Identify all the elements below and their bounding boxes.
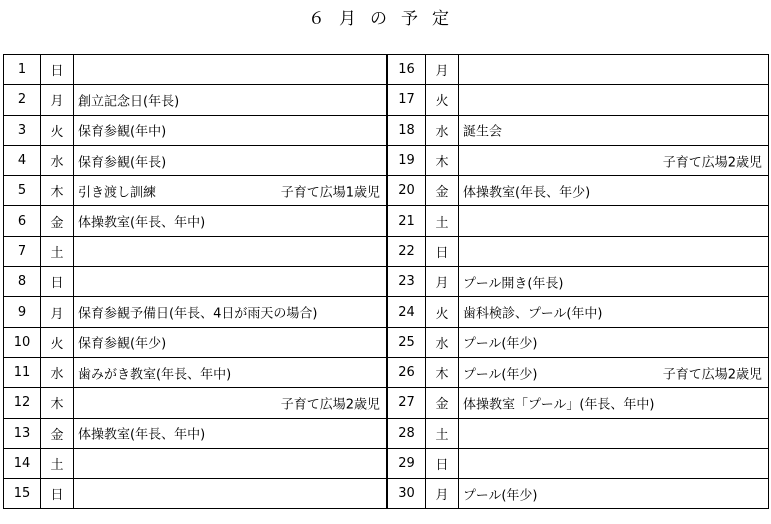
day-number-cell: 1 xyxy=(4,55,41,85)
event-cell xyxy=(74,176,387,206)
day-number-cell: 15 xyxy=(4,479,41,509)
day-number-cell: 4 xyxy=(4,145,41,175)
weekday-cell: 木 xyxy=(41,176,74,206)
weekday-cell: 火 xyxy=(41,115,74,145)
event-cell xyxy=(74,206,387,236)
event-cell xyxy=(74,388,387,418)
day-number-cell: 24 xyxy=(388,297,426,327)
day-number-cell: 25 xyxy=(388,327,426,357)
day-number-cell: 10 xyxy=(4,327,41,357)
event-text: 体操教室(年長、年中) xyxy=(78,215,206,231)
table-row xyxy=(4,115,769,145)
day-number-cell: 22 xyxy=(388,236,426,266)
weekday-cell: 金 xyxy=(41,206,74,236)
table-row xyxy=(4,418,769,448)
event-text: 歯みがき教室(年長、年中) xyxy=(78,367,232,383)
event-cell xyxy=(74,327,387,357)
event-cell xyxy=(459,388,769,418)
event-cell xyxy=(74,448,387,478)
event-text: プール(年少) xyxy=(463,367,538,383)
weekday-cell: 日 xyxy=(41,479,74,509)
day-number-cell: 21 xyxy=(388,206,426,236)
day-number-cell: 27 xyxy=(388,388,426,418)
weekday-cell: 木 xyxy=(426,145,459,175)
event-cell xyxy=(459,357,769,387)
day-number-cell: 16 xyxy=(388,55,426,85)
event-text: 引き渡し訓練 xyxy=(78,185,157,201)
event-cell xyxy=(74,85,387,115)
event-text: 保育参観(年中) xyxy=(78,124,167,140)
event-text: 保育参観予備日(年長、4日が雨天の場合) xyxy=(78,306,318,322)
day-number-cell: 6 xyxy=(4,206,41,236)
event-note: 子育て広場2歳児 xyxy=(662,367,762,383)
weekday-cell: 月 xyxy=(41,297,74,327)
event-note: 子育て広場1歳児 xyxy=(280,185,380,201)
event-cell xyxy=(459,418,769,448)
event-cell xyxy=(459,267,769,297)
event-cell xyxy=(459,297,769,327)
table-row xyxy=(4,388,769,418)
weekday-cell: 火 xyxy=(426,297,459,327)
day-number-cell: 13 xyxy=(4,418,41,448)
day-number-cell: 19 xyxy=(388,145,426,175)
event-note: 子育て広場2歳児 xyxy=(662,155,762,171)
day-number-cell: 12 xyxy=(4,388,41,418)
weekday-cell: 土 xyxy=(41,236,74,266)
event-cell xyxy=(459,236,769,266)
event-cell xyxy=(74,357,387,387)
event-cell xyxy=(74,145,387,175)
day-number-cell: 5 xyxy=(4,176,41,206)
weekday-cell: 月 xyxy=(426,55,459,85)
day-number-cell: 28 xyxy=(388,418,426,448)
event-cell xyxy=(459,85,769,115)
event-text: 保育参観(年長) xyxy=(78,155,167,171)
event-text: 誕生会 xyxy=(463,124,503,140)
weekday-cell: 水 xyxy=(426,115,459,145)
table-row xyxy=(4,55,769,85)
schedule-table xyxy=(3,54,769,509)
day-number-cell: 26 xyxy=(388,357,426,387)
weekday-cell: 月 xyxy=(426,479,459,509)
table-row xyxy=(4,267,769,297)
day-number-cell: 29 xyxy=(388,448,426,478)
event-note: 子育て広場2歳児 xyxy=(280,397,380,413)
weekday-cell: 火 xyxy=(426,85,459,115)
weekday-cell: 金 xyxy=(426,176,459,206)
weekday-cell: 木 xyxy=(41,388,74,418)
day-number-cell: 8 xyxy=(4,267,41,297)
event-text: 体操教室「プール」(年長、年中) xyxy=(463,397,655,413)
day-number-cell: 2 xyxy=(4,85,41,115)
day-number-cell: 9 xyxy=(4,297,41,327)
event-cell xyxy=(459,115,769,145)
day-number-cell: 20 xyxy=(388,176,426,206)
table-row xyxy=(4,176,769,206)
event-cell xyxy=(74,236,387,266)
event-cell xyxy=(459,55,769,85)
weekday-cell: 日 xyxy=(41,55,74,85)
table-row xyxy=(4,479,769,509)
weekday-cell: 水 xyxy=(426,327,459,357)
event-text: 保育参観(年少) xyxy=(78,336,167,352)
table-row xyxy=(4,145,769,175)
day-number-cell: 7 xyxy=(4,236,41,266)
day-number-cell: 11 xyxy=(4,357,41,387)
table-row xyxy=(4,206,769,236)
weekday-cell: 土 xyxy=(426,206,459,236)
day-number-cell: 3 xyxy=(4,115,41,145)
event-cell xyxy=(459,206,769,236)
event-text: 歯科検診、プール(年中) xyxy=(463,306,603,322)
event-text: プール(年少) xyxy=(463,488,538,504)
event-cell xyxy=(74,418,387,448)
event-cell xyxy=(74,267,387,297)
weekday-cell: 水 xyxy=(41,357,74,387)
day-number-cell: 30 xyxy=(388,479,426,509)
event-text: 創立記念日(年長) xyxy=(78,94,180,110)
weekday-cell: 月 xyxy=(41,85,74,115)
day-number-cell: 23 xyxy=(388,267,426,297)
event-cell xyxy=(459,176,769,206)
weekday-cell: 月 xyxy=(426,267,459,297)
weekday-cell: 土 xyxy=(41,448,74,478)
event-cell xyxy=(459,479,769,509)
table-row xyxy=(4,327,769,357)
event-cell xyxy=(459,145,769,175)
schedule-body xyxy=(4,55,769,509)
event-text: プール開き(年長) xyxy=(463,276,564,292)
table-row xyxy=(4,85,769,115)
event-cell xyxy=(74,55,387,85)
page-title: ６月の予定 xyxy=(308,9,463,29)
event-text: 体操教室(年長、年中) xyxy=(78,427,206,443)
day-number-cell: 17 xyxy=(388,85,426,115)
event-cell xyxy=(74,115,387,145)
event-text: プール(年少) xyxy=(463,336,538,352)
table-row xyxy=(4,448,769,478)
weekday-cell: 日 xyxy=(426,448,459,478)
table-row xyxy=(4,357,769,387)
weekday-cell: 金 xyxy=(426,388,459,418)
weekday-cell: 土 xyxy=(426,418,459,448)
weekday-cell: 火 xyxy=(41,327,74,357)
day-number-cell: 14 xyxy=(4,448,41,478)
weekday-cell: 日 xyxy=(426,236,459,266)
weekday-cell: 日 xyxy=(41,267,74,297)
event-text: 体操教室(年長、年少) xyxy=(463,185,591,201)
event-cell xyxy=(459,448,769,478)
weekday-cell: 木 xyxy=(426,357,459,387)
day-number-cell: 18 xyxy=(388,115,426,145)
event-cell xyxy=(459,327,769,357)
weekday-cell: 水 xyxy=(41,145,74,175)
event-cell xyxy=(74,479,387,509)
table-row xyxy=(4,236,769,266)
weekday-cell: 金 xyxy=(41,418,74,448)
table-row xyxy=(4,297,769,327)
event-cell xyxy=(74,297,387,327)
